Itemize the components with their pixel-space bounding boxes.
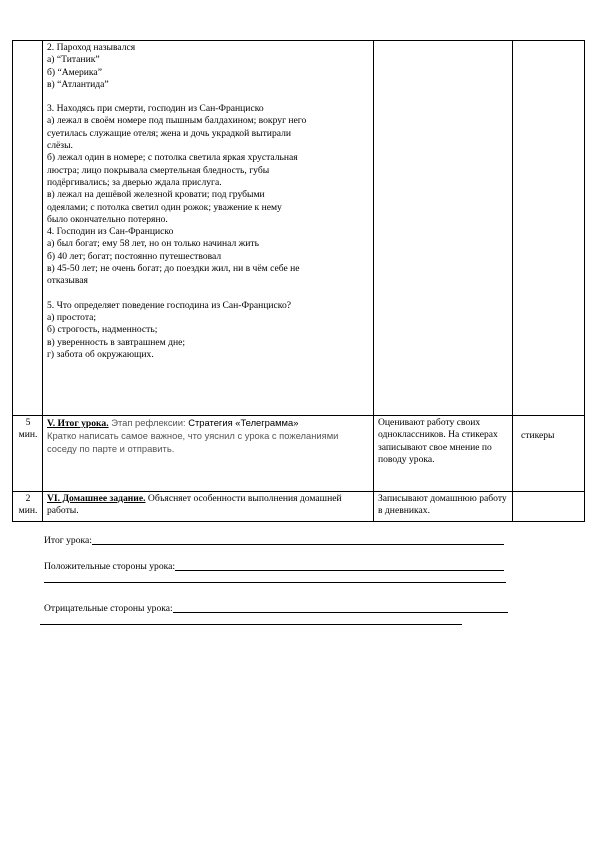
resources-text: стикеры (521, 430, 555, 441)
student-activity-text: Оценивают работу своих одноклассников. На стикерах записывают свое мнение по поводу урока. (378, 417, 498, 465)
quiz-line: а) был богат; ему 58 лет, но он только начинал жить (47, 238, 259, 250)
student-activity-text: Записывают домашнюю работу в дневниках. (378, 493, 507, 517)
stage-title: VI. Домашнее задание. (47, 493, 146, 504)
quiz-line: слёзы. (47, 140, 73, 152)
positive-label: Положительные стороны урока: (44, 561, 176, 572)
quiz-line: было окончательно потеряно. (47, 213, 168, 225)
result-fill-line (92, 535, 504, 545)
quiz-line: б) строгость, надменность; (47, 324, 158, 336)
negative-line (44, 603, 514, 615)
time-value: 2 мин. (18, 493, 38, 517)
student-activity-cell (374, 492, 513, 522)
quiz-line: б) 40 лет; богат; постоянно путешествовал (47, 250, 222, 262)
quiz-line: 2. Пароход назывался (47, 42, 136, 53)
strategy-name: Стратегия «Телеграмма» (188, 417, 299, 428)
student-activity-cell (374, 416, 513, 492)
resources-cell (513, 41, 585, 416)
quiz-line: а) простота; (47, 311, 97, 323)
time-cell (13, 41, 43, 416)
table-row-homework (13, 492, 585, 522)
summary-stage-cell (43, 416, 374, 492)
quiz-line: 4. Господин из Сан-Франциско (47, 226, 174, 238)
table-row-summary (13, 416, 585, 492)
quiz-line: суетилась служащие отеля; жена и дочь украдкой вытирали (47, 127, 292, 139)
negative-label: Отрицательные стороны урока: (44, 603, 173, 614)
quiz-line: одеялами; с потолка светил один рожок; уважение к нему (47, 201, 282, 213)
result-label: Итог урока: (44, 535, 92, 546)
stage-title: V. Итог урока. (47, 418, 109, 429)
quiz-line: отказывая (47, 275, 88, 287)
quiz-line: а) “Титаник” (47, 54, 100, 66)
quiz-line: в) уверенность в завтрашнем дне; (47, 336, 186, 348)
quiz-line: в) “Атлантида” (47, 78, 109, 90)
homework-text: Объясняет особенности выполнения домашней работы. (47, 493, 342, 517)
student-activity-cell (374, 41, 513, 416)
stage-subtitle: Этап рефлексии: (108, 417, 189, 428)
result-line (44, 535, 514, 547)
quiz-line: б) лежал один в номере; с потолка светила яркая хрустальная (47, 152, 298, 164)
quiz-cell (43, 41, 374, 416)
time-value: 5 мин. (18, 417, 38, 441)
resources-cell (513, 416, 585, 492)
homework-stage-cell (43, 492, 374, 522)
quiz-line: а) лежал в своём номере под пышным балдахином; вокруг него (47, 115, 307, 127)
quiz-line: в) 45-50 лет; не очень богат; до поездки жил, ни в чём себе не (47, 263, 300, 275)
quiz-line: подёргивались; за дверью ждала прислуга. (47, 176, 222, 188)
negative-extra-line (44, 623, 514, 637)
positive-extra-line (44, 581, 514, 595)
blank-line (47, 288, 370, 300)
table-row-quiz (13, 41, 585, 416)
quiz-line: г) забота об окружающих. (47, 348, 154, 360)
positive-line (44, 561, 514, 573)
lesson-summary-section (44, 535, 514, 637)
quiz-line: в) лежал на дешёвой железной кровати; под грубыми (47, 189, 265, 201)
time-cell (13, 416, 43, 492)
lesson-plan-table (12, 40, 585, 522)
negative-fill-line (173, 603, 508, 613)
quiz-line: люстра; лицо покрывала смертельная бледность, губы (47, 164, 270, 176)
task-text: Кратко написать самое важное, что уяснил с урока с пожеланиями соседу по парте и отправить. (47, 430, 339, 454)
time-cell (13, 492, 43, 522)
resources-cell (513, 492, 585, 522)
positive-fill-line (175, 561, 504, 571)
quiz-line: б) “Америка” (47, 66, 102, 78)
blank-line (47, 91, 370, 103)
quiz-line: 3. Находясь при смерти, господин из Сан-Франциско (47, 103, 264, 115)
quiz-line: 5. Что определяет поведение господина из Сан-Франциско? (47, 299, 292, 311)
